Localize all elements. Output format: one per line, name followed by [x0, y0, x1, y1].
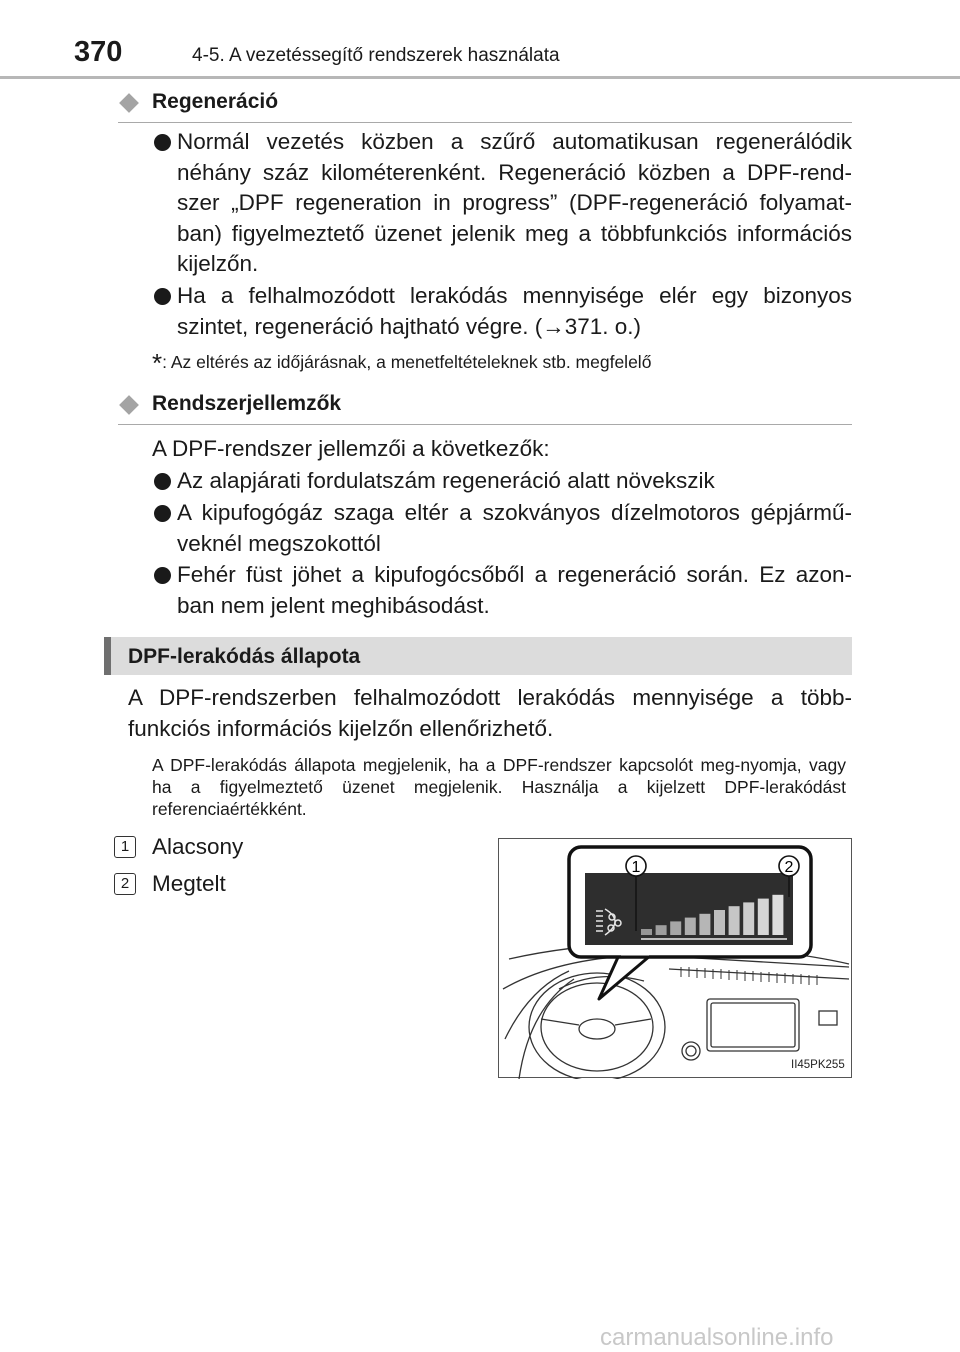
bullet-item: [152, 466, 852, 497]
legend-item-full: [114, 871, 226, 897]
footnote: [152, 344, 652, 378]
figure-code: II45PK255: [791, 1059, 845, 1071]
bullet-item: [152, 127, 852, 280]
bullet-item: [152, 560, 852, 621]
subheading-label: Rendszerjellemzők: [152, 392, 342, 415]
soot-bar: [772, 895, 783, 935]
bullet-dot-icon: [154, 505, 171, 522]
bullet-text: Fehér füst jöhet a kipufogócsőből a regeneráció során. Ez azon-ban nem jelent meghibásodást.: [177, 562, 852, 618]
soot-bar: [729, 906, 740, 935]
subheading-features: [118, 392, 852, 425]
soot-bar: [758, 899, 769, 935]
dashboard-illustration: [499, 839, 853, 1079]
section-title: DPF-lerakódás állapota: [128, 645, 361, 668]
soot-bar: [743, 902, 754, 935]
footnote-mark: *: [152, 348, 163, 378]
soot-bar: [714, 910, 725, 935]
subheading-regeneration: [118, 90, 852, 123]
callout-2-label: 2: [784, 859, 794, 876]
legend-label: Megtelt: [152, 871, 226, 896]
bullet-dot-icon: [154, 134, 171, 151]
bullet-item: [152, 498, 852, 559]
callout-number: 2: [114, 873, 136, 895]
header-rule: [0, 76, 960, 79]
diamond-icon: [119, 395, 139, 415]
soot-bar: [685, 918, 696, 935]
features-intro: A DPF-rendszer jellemzői a következők:: [152, 436, 550, 461]
bullet-dot-icon: [154, 288, 171, 305]
diamond-icon: [119, 93, 139, 113]
soot-bar: [670, 921, 681, 935]
legend-item-low: [114, 834, 244, 860]
bullet-text: Az alapjárati fordulatszám regeneráció alatt növekszik: [177, 468, 715, 493]
dashboard-figure: [498, 838, 852, 1078]
soot-bar: [641, 929, 652, 935]
section-accent: [104, 637, 111, 675]
bullet-text: A kipufogógáz szaga eltér a szokványos dízelmotoros gépjármű-veknél megszokottól: [177, 500, 852, 556]
status-note: A DPF-lerakódás állapota megjelenik, ha a DPF-rendszer kapcsolót meg-nyomja, vagy ha a figyelmeztető üzenet megjelenik. Használja a kijelzett DPF-lerakódást referenciaértékként.: [152, 755, 846, 819]
bullet-text: Ha a felhalmozódott lerakódás mennyisége elér egy bizonyos szintet, regeneráció hajtható végre. (→371. o.): [177, 283, 852, 339]
section-header: [104, 637, 852, 675]
soot-bar: [699, 914, 710, 935]
bullet-item: [152, 281, 852, 342]
bullet-dot-icon: [154, 567, 171, 584]
status-paragraph: A DPF-rendszerben felhalmozódott lerakódás mennyisége a több-funkciós információs kijelzőn ellenőrizhető.: [128, 685, 852, 741]
page-number: 370: [74, 36, 123, 68]
callout-number: 1: [114, 836, 136, 858]
bullet-dot-icon: [154, 473, 171, 490]
bullet-text: Normál vezetés közben a szűrő automatikusan regenerálódik néhány száz kilométerenként. Regeneráció közben a DPF-rend-szer „DPF regeneration in progress” (DPF-regeneráció folyamat-ban) figyelmeztető üzenet jelenik meg a többfunkciós információs kijelzőn.: [177, 129, 852, 276]
legend-label: Alacsony: [152, 834, 244, 859]
subheading-label: Regeneráció: [152, 90, 279, 113]
soot-bar: [656, 925, 667, 935]
footnote-text: : Az eltérés az időjárásnak, a menetfeltételeknek stb. megfelelő: [162, 352, 652, 372]
chapter-title: 4-5. A vezetéssegítő rendszerek használata: [192, 45, 560, 66]
callout-1-label: 1: [631, 859, 641, 876]
watermark: carmanualsonline.info: [600, 1324, 834, 1351]
